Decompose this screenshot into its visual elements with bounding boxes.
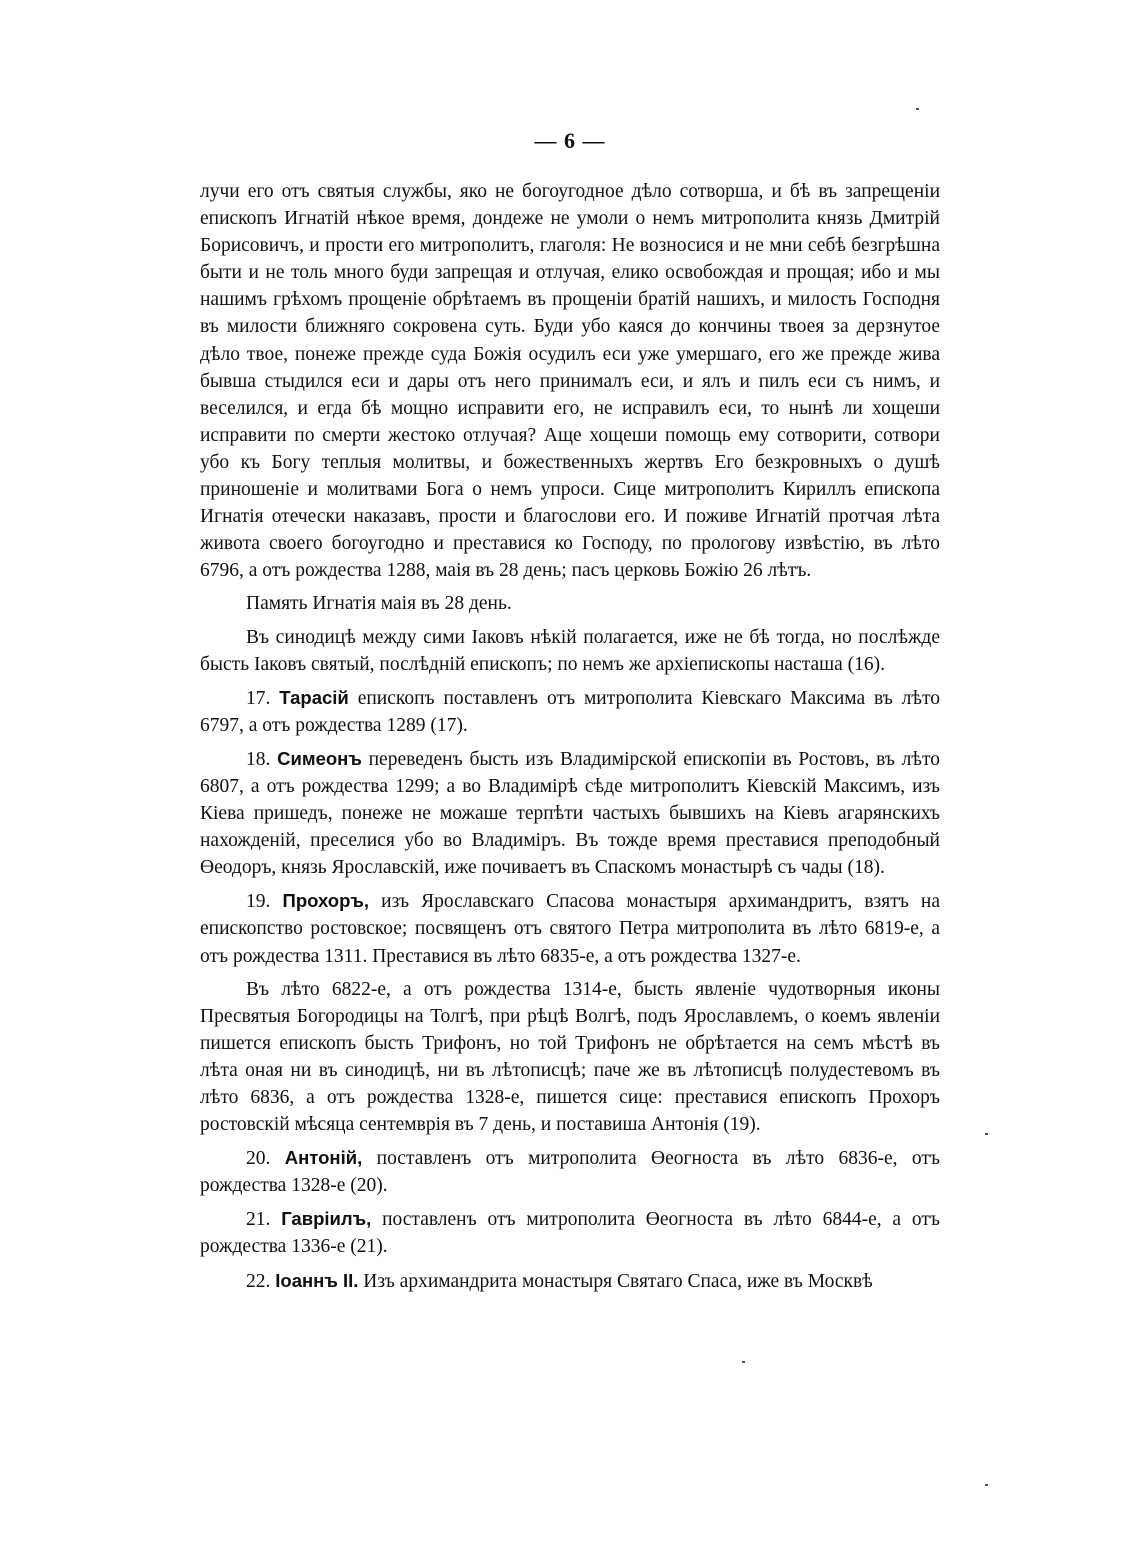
paragraph-text: Память Игнатія маія въ 28 день.: [246, 593, 512, 615]
bishop-name: Антоній,: [284, 1147, 363, 1169]
paragraph-text: лучи его отъ святыя службы, яко не богоугодное дѣло сотворша, и бѣ въ запрещеніи епископъ Игнатій нѣкое время, дондеже не умоли о немъ митрополита князь Дмитрій Борисовичъ, и прости его митрополитъ, глаголя: Не возносися и не мни себѣ безгрѣшна быти и не толь много буди запрещая и отлучая, елико освобождая и прощая; ибо и мы нашимъ грѣхомъ прощеніе обрѣтаемъ въ прощеніи братій нашихъ, и милость Господня въ милости ближняго сокровена суть. Буди убо каяся до кончины твоея за дерзнутое дѣло твое, понеже прежде суда Божія осудилъ еси уже умершаго, его же прежде жива бывша стыдился еси и дары отъ него принималъ еси, и ялъ и пилъ еси съ нимъ, и веселился, и егда бѣ мощно исправити его, не исправилъ еси, то нынѣ ли хощеши исправити по смерти жестоко отлучая? Аще хощеши помощь ему сотворити, сотвори убо къ Богу теплыя молитвы, и божественныхъ жертвъ Его безкровныхъ о душѣ приношеніе и молитвами Бога о немъ упроси. Сице митрополитъ Кириллъ епископа Игнатія отечески наказавъ, прости и благослови его. И поживе Игнатій протчая лѣта живота своего богоугодно и преставися ко Господу, по прологову извѣстію, въ лѣто 6796, а отъ рождества 1288, маія въ 28 день; пасъ церковь Божію 26 лѣтъ.: [200, 181, 940, 582]
entry-text: поставленъ отъ митрополита Өеогноста въ лѣто 6836-е, отъ рождества 1328-е (20).: [200, 1148, 941, 1197]
entry-number: 17.: [246, 687, 271, 709]
entry-20: [200, 1144, 940, 1199]
body-text: [200, 178, 940, 1301]
entry-number: 19.: [246, 891, 271, 913]
bishop-name: Тарасій: [279, 686, 349, 708]
entry-number: 18.: [246, 748, 271, 770]
page-number: — 6 —: [534, 128, 606, 153]
bishop-name: Симеонъ: [277, 747, 362, 769]
entry-19: [200, 887, 940, 969]
bishop-name: Прохоръ,: [282, 890, 370, 912]
entry-text: переведенъ бысть изъ Владимірской епископіи въ Ростовъ, въ лѣто 6807, а отъ рождества 1299; а во Владимірѣ сѣде митрополитъ Кіевскій Максимъ, изъ Кіева пришедъ, понеже не можаше терпѣти частыхъ бывшихъ на Кіевъ агарянскихъ нахожденій, преселися убо во Владиміръ. Въ тожде время преставися преподобный Өеодоръ, князь Ярославскій, иже почиваетъ въ Спаскомъ монастырѣ съ чады (18).: [200, 748, 941, 879]
scan-speck: [985, 1133, 988, 1135]
entry-text: изъ Ярославскаго Спасова монастыря архимандритъ, взятъ на епископство ростовское; посвященъ отъ святого Петра митрополита въ лѣто 6819-е, а отъ рождества 1311. Преставися въ лѣто 6835-е, а отъ рождества 1327-е.: [200, 891, 941, 967]
entry-21: [200, 1205, 940, 1260]
entry-number: 20.: [246, 1148, 271, 1170]
entry-22: [200, 1267, 940, 1295]
bishop-name: Гавріилъ,: [281, 1208, 372, 1230]
entry-number: 22.: [246, 1270, 271, 1292]
paragraph-synodic: [200, 624, 940, 678]
scan-speck: [916, 108, 919, 110]
paragraph-continuation: [200, 178, 940, 584]
paragraph-text: Въ синодицѣ между сими Іаковъ нѣкій полагается, иже не бѣ тогда, но послѣжде бысть Іаковъ святый, послѣдній епископъ; по немъ же архіепископы насташа (16).: [200, 626, 940, 675]
paragraph-memory: [200, 590, 940, 617]
entry-text: епископъ поставленъ отъ митрополита Кіевскаго Максима въ лѣто 6797, а отъ рождества 1289 (17).: [200, 687, 941, 736]
entry-number: 21.: [246, 1209, 271, 1231]
paragraph-text: Въ лѣто 6822-е, а отъ рождества 1314-е, бысть явленіе чудотворныя иконы Пресвятыя Богородицы на Толгѣ, при рѣцѣ Волгѣ, подъ Ярославлемъ, о коемъ явленіи пишется епископъ бысть Трифонъ, но той Трифонъ не обрѣтается на семъ мѣстѣ въ лѣта оная ни въ синодицѣ, ни въ лѣтописцѣ; паче же въ лѣтописцѣ полудестевомъ въ лѣто 6836, а отъ рождества 1328-е, пишется сице: преставися епископъ Прохоръ ростовскій мѣсяца сентемврія въ 7 день, и поставиша Антонія (19).: [200, 978, 940, 1136]
entry-18: [200, 745, 940, 881]
bishop-name: Іоаннъ II.: [275, 1269, 359, 1291]
entry-text: Изъ архимандрита монастыря Святаго Спаса, иже въ Москвѣ: [363, 1270, 873, 1292]
paragraph-tolga-icon: [200, 976, 940, 1139]
scan-speck: [742, 1361, 745, 1363]
scan-speck: [985, 1484, 988, 1486]
entry-17: [200, 684, 940, 739]
entry-text: поставленъ отъ митрополита Өеогноста въ лѣто 6844-е, а отъ рождества 1336-е (21).: [200, 1209, 940, 1258]
